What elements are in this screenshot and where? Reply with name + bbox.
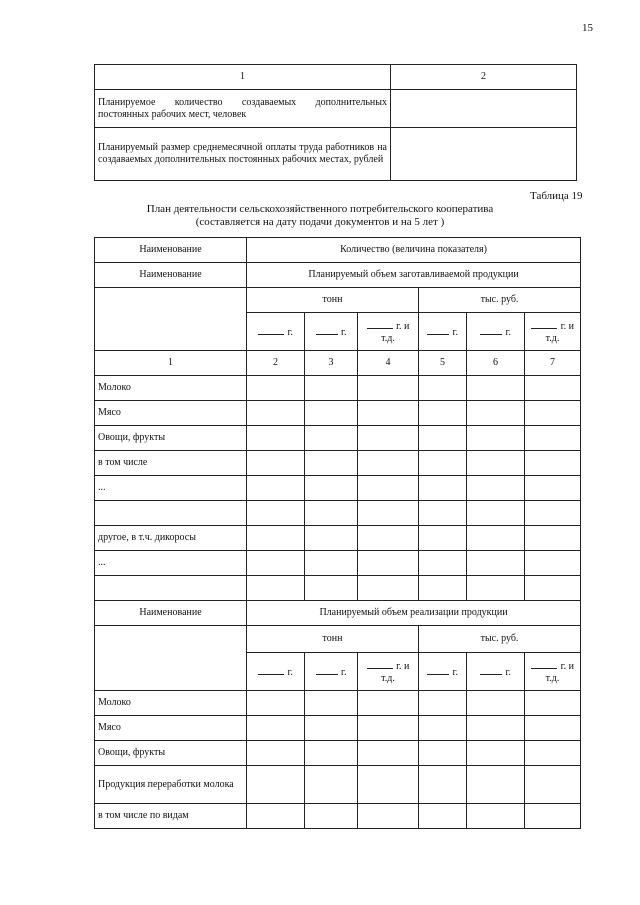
year-header-tons-2: [305, 313, 358, 351]
unit-tons: тонн: [247, 626, 419, 653]
data-cell[interactable]: [305, 716, 358, 741]
year-suffix: г.: [452, 326, 458, 338]
data-cell[interactable]: [247, 691, 305, 716]
page-number: 15: [582, 22, 593, 34]
data-cell[interactable]: [247, 451, 305, 476]
data-cell[interactable]: [358, 691, 419, 716]
year-header-tons-1: [247, 313, 305, 351]
year-suffix: г.: [287, 666, 293, 678]
data-cell[interactable]: [525, 716, 581, 741]
data-cell[interactable]: [467, 376, 525, 401]
row-label: Овощи, фрукты: [95, 426, 247, 451]
data-cell[interactable]: [419, 426, 467, 451]
year-suffix: г. и: [560, 320, 574, 332]
data-cell[interactable]: [247, 804, 305, 829]
year-blank[interactable]: [480, 665, 502, 675]
row-label: Мясо: [95, 401, 247, 426]
year-header-rub-etc: [525, 653, 581, 691]
section1-title: Планируемый объем заготавливаемой продукции: [247, 263, 581, 288]
table-title: [0, 203, 640, 229]
year-suffix: г.: [505, 666, 511, 678]
year-blank[interactable]: [316, 665, 338, 675]
table-title-line2: (составляется на дату подачи документов и на 5 лет ): [195, 216, 445, 228]
year-header-rub-2: [467, 313, 525, 351]
data-cell[interactable]: [247, 376, 305, 401]
data-cell[interactable]: [305, 376, 358, 401]
year-blank[interactable]: [367, 659, 393, 669]
data-cell[interactable]: [419, 741, 467, 766]
data-cell[interactable]: [358, 501, 419, 526]
year-header-rub-1: [419, 313, 467, 351]
data-cell[interactable]: [525, 691, 581, 716]
data-cell[interactable]: [419, 526, 467, 551]
year-header-tons-etc: [358, 653, 419, 691]
data-cell[interactable]: [419, 401, 467, 426]
top-table-cell[interactable]: [391, 128, 577, 181]
data-cell[interactable]: [305, 476, 358, 501]
row-label: Молоко: [95, 691, 247, 716]
data-cell[interactable]: [305, 766, 358, 804]
year-header-rub-etc: [525, 313, 581, 351]
data-cell[interactable]: [467, 426, 525, 451]
data-cell[interactable]: [419, 476, 467, 501]
year-suffix-etc: т.д.: [545, 332, 560, 344]
col-number: 4: [358, 351, 419, 376]
col-number: 3: [305, 351, 358, 376]
data-cell[interactable]: [525, 501, 581, 526]
year-suffix: г.: [341, 666, 347, 678]
data-cell[interactable]: [467, 451, 525, 476]
data-cell[interactable]: [305, 526, 358, 551]
data-cell[interactable]: [305, 804, 358, 829]
data-cell[interactable]: [358, 451, 419, 476]
data-cell[interactable]: [358, 804, 419, 829]
data-cell[interactable]: [305, 426, 358, 451]
data-cell[interactable]: [247, 526, 305, 551]
table19: [94, 237, 581, 829]
section2-title: Планируемый объем реализации продукции: [247, 601, 581, 626]
table-label: Таблица 19: [530, 190, 583, 202]
data-cell[interactable]: [525, 426, 581, 451]
data-cell[interactable]: [467, 401, 525, 426]
data-cell[interactable]: [305, 576, 358, 601]
year-suffix: г. и: [396, 320, 410, 332]
data-cell[interactable]: [467, 691, 525, 716]
year-suffix: г.: [452, 666, 458, 678]
data-cell[interactable]: [419, 551, 467, 576]
data-cell[interactable]: [358, 376, 419, 401]
year-blank[interactable]: [258, 325, 284, 335]
row-label: Молоко: [95, 376, 247, 401]
year-suffix: г. и: [560, 660, 574, 672]
data-cell[interactable]: [247, 716, 305, 741]
top-table-cell[interactable]: [391, 90, 577, 128]
data-cell[interactable]: [358, 766, 419, 804]
data-cell[interactable]: [525, 401, 581, 426]
data-cell[interactable]: [419, 501, 467, 526]
col-number: 6: [467, 351, 525, 376]
data-cell[interactable]: [305, 501, 358, 526]
data-cell[interactable]: [467, 476, 525, 501]
row-label: в том числе: [95, 451, 247, 476]
year-blank[interactable]: [480, 325, 502, 335]
data-cell[interactable]: [358, 716, 419, 741]
unit-rub: тыс. руб.: [419, 288, 581, 313]
data-cell[interactable]: [247, 401, 305, 426]
year-suffix: г.: [505, 326, 511, 338]
unit-rub: тыс. руб.: [419, 626, 581, 653]
data-cell[interactable]: [358, 551, 419, 576]
col-qty-header: Количество (величина показателя): [247, 238, 581, 263]
top-table: [94, 64, 577, 181]
data-cell[interactable]: [247, 426, 305, 451]
data-cell[interactable]: [525, 526, 581, 551]
data-cell[interactable]: [247, 551, 305, 576]
data-cell[interactable]: [419, 451, 467, 476]
year-header-tons-2: [305, 653, 358, 691]
row-label: [95, 576, 247, 601]
data-cell[interactable]: [525, 804, 581, 829]
data-cell[interactable]: [358, 426, 419, 451]
data-cell[interactable]: [525, 376, 581, 401]
top-table-row-salary: Планируемый размер среднемесячной оплаты труда работников на создаваемых дополнительных постоянных рабочих местах, рублей: [95, 128, 391, 181]
year-blank[interactable]: [427, 325, 449, 335]
data-cell[interactable]: [525, 451, 581, 476]
col-name-header: Наименование: [95, 238, 247, 263]
year-header-tons-etc: [358, 313, 419, 351]
data-cell[interactable]: [467, 576, 525, 601]
data-cell[interactable]: [525, 551, 581, 576]
year-header-tons-1: [247, 653, 305, 691]
data-cell[interactable]: [358, 401, 419, 426]
year-blank[interactable]: [531, 659, 557, 669]
data-cell[interactable]: [419, 691, 467, 716]
year-suffix: г.: [341, 326, 347, 338]
data-cell[interactable]: [247, 576, 305, 601]
col-number: 5: [419, 351, 467, 376]
top-table-row-jobs: Планируемое количество создаваемых дополнительных постоянных рабочих мест, человек: [95, 90, 391, 128]
data-cell[interactable]: [305, 451, 358, 476]
data-cell[interactable]: [467, 804, 525, 829]
year-suffix: г.: [287, 326, 293, 338]
section1-name-header: Наименование: [95, 263, 247, 288]
section2-blank: [95, 626, 247, 691]
data-cell[interactable]: [305, 551, 358, 576]
data-cell[interactable]: [305, 691, 358, 716]
data-cell[interactable]: [467, 741, 525, 766]
data-cell[interactable]: [467, 716, 525, 741]
data-cell[interactable]: [419, 576, 467, 601]
col-number: 1: [95, 351, 247, 376]
data-cell[interactable]: [419, 804, 467, 829]
data-cell[interactable]: [419, 766, 467, 804]
top-table-header-1: 1: [95, 65, 391, 90]
data-cell[interactable]: [419, 716, 467, 741]
data-cell[interactable]: [247, 766, 305, 804]
year-blank[interactable]: [531, 319, 557, 329]
data-cell[interactable]: [358, 526, 419, 551]
year-blank[interactable]: [316, 325, 338, 335]
year-header-rub-2: [467, 653, 525, 691]
year-suffix-etc: т.д.: [381, 672, 395, 684]
year-blank[interactable]: [258, 665, 284, 675]
section1-blank: [95, 288, 247, 351]
data-cell[interactable]: [305, 401, 358, 426]
data-cell[interactable]: [525, 576, 581, 601]
data-cell[interactable]: [525, 476, 581, 501]
data-cell[interactable]: [358, 576, 419, 601]
data-cell[interactable]: [525, 766, 581, 804]
col-number: 7: [525, 351, 581, 376]
row-label: другое, в т.ч. дикоросы: [95, 526, 247, 551]
data-cell[interactable]: [247, 476, 305, 501]
data-cell[interactable]: [467, 501, 525, 526]
data-cell[interactable]: [467, 766, 525, 804]
row-label: в том числе по видам: [95, 804, 247, 829]
year-blank[interactable]: [367, 319, 393, 329]
row-label: ...: [95, 476, 247, 501]
data-cell[interactable]: [247, 741, 305, 766]
data-cell[interactable]: [419, 376, 467, 401]
row-label: ...: [95, 551, 247, 576]
data-cell[interactable]: [247, 501, 305, 526]
data-cell[interactable]: [525, 741, 581, 766]
year-blank[interactable]: [427, 665, 449, 675]
unit-tons: тонн: [247, 288, 419, 313]
year-suffix-etc: т.д.: [545, 672, 560, 684]
data-cell[interactable]: [358, 476, 419, 501]
data-cell[interactable]: [358, 741, 419, 766]
row-label: [95, 501, 247, 526]
data-cell[interactable]: [305, 741, 358, 766]
table-title-line1: План деятельности сельскохозяйственного потребительского кооператива: [146, 203, 494, 215]
top-table-header-2: 2: [391, 65, 577, 90]
col-number: 2: [247, 351, 305, 376]
row-label: Овощи, фрукты: [95, 741, 247, 766]
data-cell[interactable]: [467, 526, 525, 551]
row-label: Мясо: [95, 716, 247, 741]
row-label: Продукция переработки молока: [95, 766, 247, 804]
section2-name-header: Наименование: [95, 601, 247, 626]
year-header-rub-1: [419, 653, 467, 691]
year-suffix-etc: т.д.: [381, 332, 395, 344]
year-suffix: г. и: [396, 660, 410, 672]
data-cell[interactable]: [467, 551, 525, 576]
